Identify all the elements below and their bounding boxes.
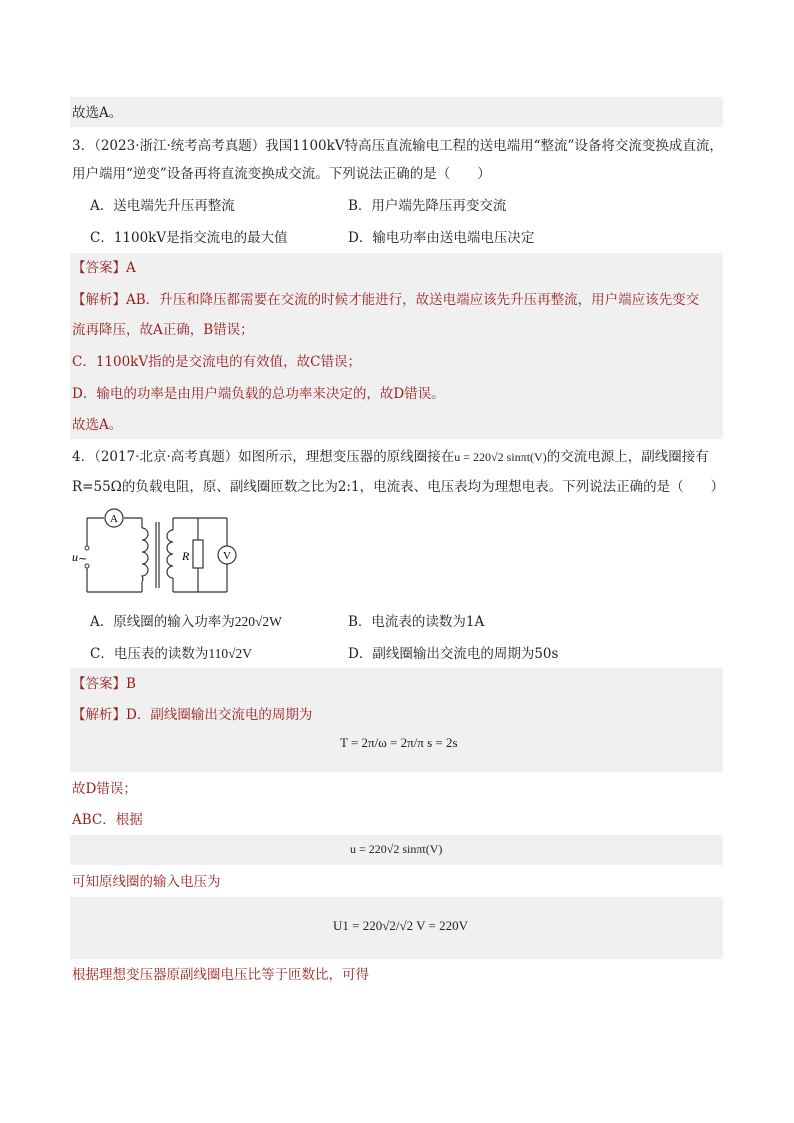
q4-formula-u: u = 220√2 sinπt(V): [454, 450, 547, 464]
q3-option-b: B．用户端先降压再变交流: [348, 198, 507, 214]
q4-option-a-text: A．原线圈的输入功率为: [90, 614, 235, 630]
q4-stem-part1: 4．（2017·北京·高考真题）如图所示，理想变压器的原线圈接在: [72, 449, 455, 465]
ac-symbol: ~: [78, 552, 88, 565]
q4-stem-part2: 的交流电源上，副线圈接有: [546, 449, 709, 465]
q3-stem-line1: 3．（2023·浙江·统考高考真题）我国1100kV特高压直流输电工程的送电端用“整流”设备将交流变换成直流，: [72, 138, 723, 154]
q4-option-d: D．副线圈输出交流电的周期为50s: [348, 646, 559, 662]
q4-option-a-value: 220√2W: [234, 614, 282, 629]
a4-analysis-line1: [72, 705, 312, 725]
q4-option-c-value: 110√2V: [208, 646, 253, 661]
source-label: u: [72, 550, 78, 564]
answer-value: B: [126, 676, 136, 692]
voltmeter-label: V: [223, 550, 231, 562]
conclusion-line: 故选A。: [72, 105, 123, 121]
formula-u1: U1 = 220√2/√2 V = 220V: [333, 918, 468, 933]
q3-option-d: D．输电功率由送电端电压决定: [348, 230, 535, 246]
answer-label: 【答案】: [72, 260, 126, 276]
a3-analysis-c: C．1100kV指的是交流电的有效值，故C错误；: [72, 354, 361, 370]
a3-analysis-line2: 流再降压，故A正确，B错误；: [72, 322, 254, 338]
q4-option-b: B．电流表的读数为1A: [348, 614, 485, 630]
q4-stem-line2: R=55Ω的负载电阻，原、副线圈匝数之比为2:1，电流表、电压表均为理想电表。下列说法正确的是（ ）: [72, 479, 725, 495]
a4-last-line: 根据理想变压器原副线圈电压比等于匝数比，可得: [72, 967, 369, 983]
answer-label: 【答案】: [72, 676, 126, 692]
q4-option-c-text: C．电压表的读数为: [90, 646, 209, 662]
answer-value: A: [126, 260, 136, 276]
ammeter-label: A: [110, 513, 118, 525]
q3-option-a: A．送电端先升压再整流: [90, 198, 235, 214]
q4-option-a: [90, 612, 282, 632]
shade-block-1: [70, 97, 723, 127]
a3-analysis-line1: [72, 290, 699, 310]
analysis-label: 【解析】: [72, 707, 126, 723]
a4-answer-line: [72, 674, 136, 694]
a3-answer-line: [72, 258, 136, 278]
a3-conclusion: 故选A。: [72, 417, 123, 433]
transformer-circuit-diagram: [72, 508, 242, 598]
analysis-text: D．副线圈输出交流电的周期为: [126, 707, 313, 723]
a4-d-conclusion: 故D错误；: [72, 781, 137, 797]
a3-analysis-d: D．输电的功率是由用户端负载的总功率来决定的，故D错误。: [72, 386, 445, 402]
shade-block-2: [70, 253, 723, 439]
resistor-label: R: [182, 549, 190, 563]
q4-option-c: [90, 644, 252, 664]
analysis-text: AB．升压和降压都需要在交流的时候才能进行，故送电端应该先升压再整流，用户端应该先变交: [126, 292, 700, 308]
formula-period: T = 2π/ω = 2π/π s = 2s: [340, 735, 458, 750]
analysis-label: 【解析】: [72, 292, 126, 308]
q3-stem-line2: 用户端用“逆变”设备再将直流变换成交流。下列说法正确的是（ ）: [72, 166, 491, 182]
a4-abc-line: ABC．根据: [72, 812, 143, 828]
a4-input-voltage-intro: 可知原线圈的输入电压为: [72, 874, 221, 890]
q4-stem-line1: [72, 447, 709, 467]
formula-voltage: u = 220√2 sinπt(V): [350, 842, 443, 856]
q3-option-c: C．1100kV是指交流电的最大值: [90, 230, 288, 246]
